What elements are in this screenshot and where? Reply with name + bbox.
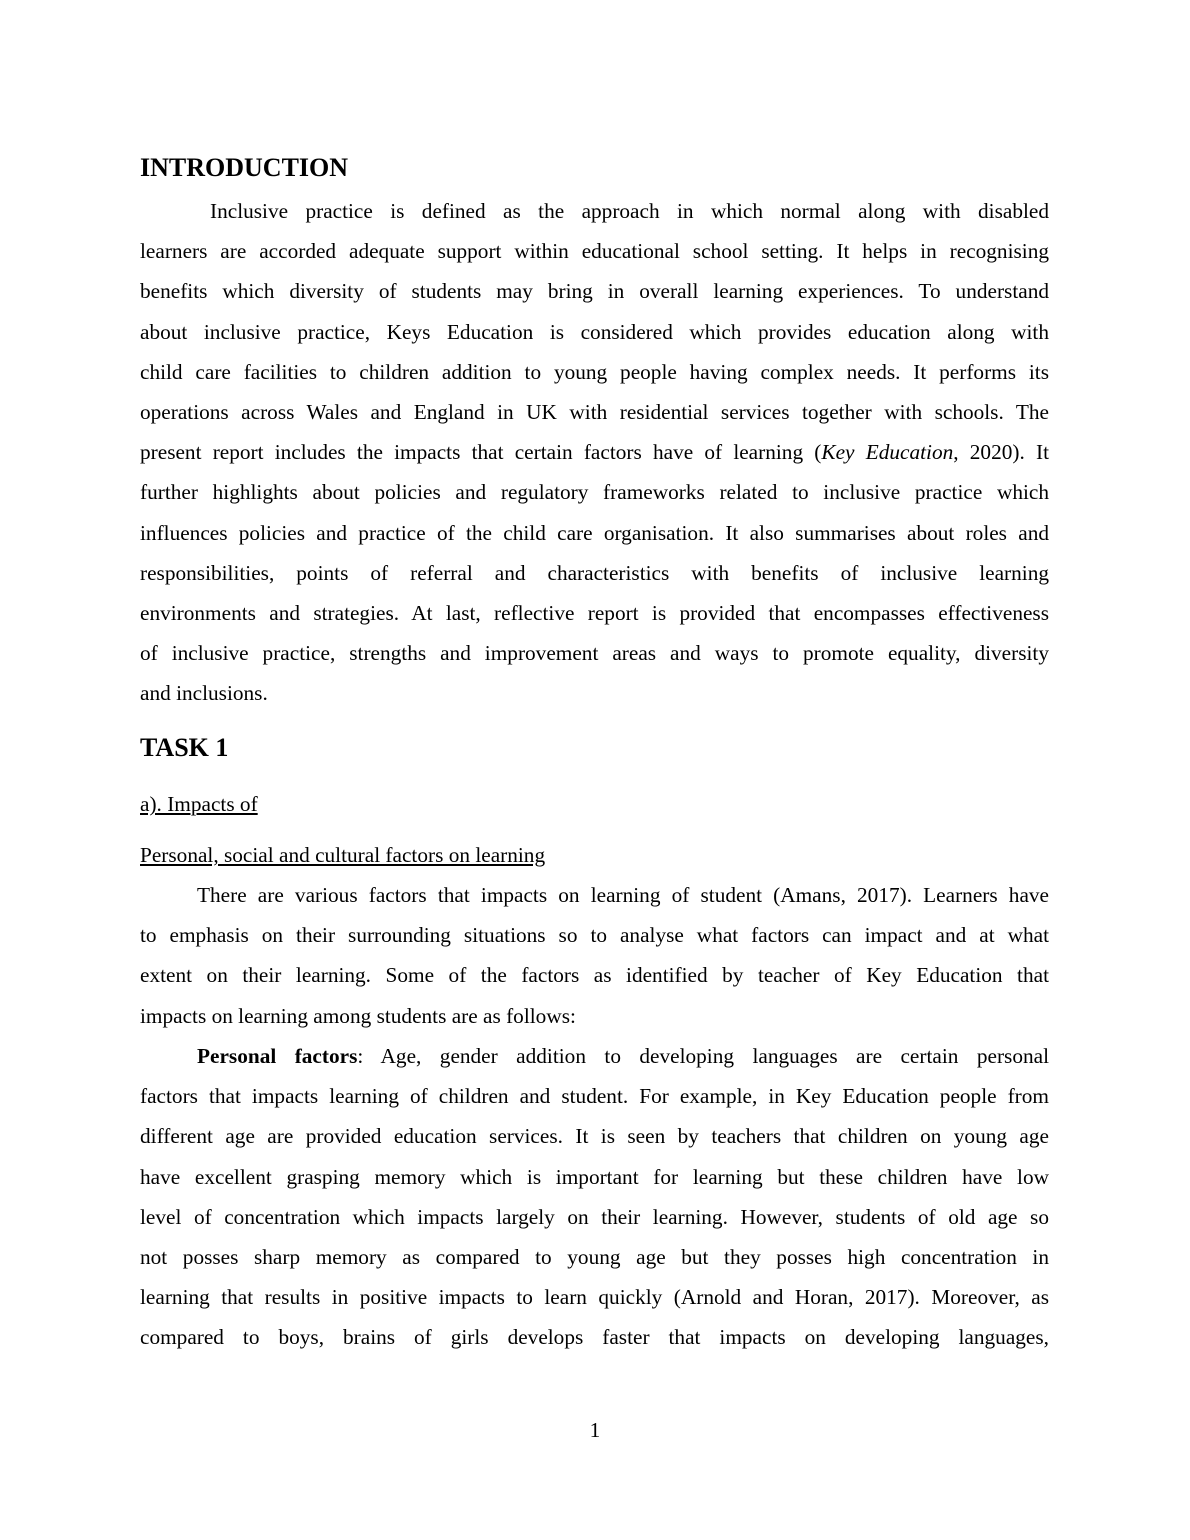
text-segment: further highlights about policies and regulatory frameworks related to inclusive practice which: [140, 480, 1049, 505]
text-line: [140, 1197, 1049, 1237]
text-line: [140, 633, 1049, 673]
bold-term: Personal factors: [197, 1044, 358, 1068]
text-segment: different age are provided education services. It is seen by teachers that children on young age: [140, 1124, 1049, 1149]
text-line: [140, 312, 1049, 352]
text-line: [140, 513, 1049, 553]
text-line: [140, 352, 1049, 392]
text-line: [140, 392, 1049, 432]
text-segment: : Age, gender addition to developing languages are certain personal: [357, 1044, 1049, 1068]
text-segment: impacts on learning among students are as follows:: [140, 1003, 576, 1028]
factors-paragraph: [140, 875, 1049, 1036]
text-line: [140, 553, 1049, 593]
citation-italic: Key Education: [821, 440, 954, 465]
text-segment: to emphasis on their surrounding situations so to analyse what factors can impact and at what: [140, 923, 1049, 948]
text-segment: environments and strategies. At last, reflective report is provided that encompasses effectiveness: [140, 600, 1049, 625]
intro-paragraph: [140, 191, 1049, 713]
task-heading: TASK 1: [140, 733, 229, 762]
subheading-factors-text: Personal, social and cultural factors on learning: [140, 843, 546, 867]
text-line: [140, 472, 1049, 512]
subheading-impacts: [140, 789, 1049, 819]
text-segment: compared to boys, brains of girls develops faster that impacts on developing languages,: [140, 1325, 1049, 1350]
text-line: [140, 673, 1049, 713]
text-segment: responsibilities, points of referral and characteristics with benefits of inclusive learning: [140, 560, 1049, 585]
text-segment: level of concentration which impacts largely on their learning. However, students of old age so: [140, 1204, 1049, 1229]
text-segment: present report includes the impacts that certain factors have of learning (: [140, 440, 822, 465]
text-line: [140, 191, 1049, 231]
text-segment: of inclusive practice, strengths and improvement areas and ways to promote equality, diversity: [140, 641, 1049, 666]
text-line: [140, 955, 1049, 995]
personal-factors-paragraph: [140, 1036, 1049, 1358]
text-line: [140, 1157, 1049, 1197]
page-number: 1: [589, 1418, 601, 1442]
intro-heading: INTRODUCTION: [140, 153, 349, 182]
subheading-impacts-text: a). Impacts of: [140, 792, 258, 816]
text-line: [140, 1317, 1049, 1357]
text-segment: child care facilities to children addition to young people having complex needs. It performs its: [140, 359, 1049, 384]
text-line: [140, 875, 1049, 915]
text-line: [140, 996, 1049, 1036]
text-line: [140, 231, 1049, 271]
text-line: [140, 1036, 1049, 1076]
text-segment: about inclusive practice, Keys Education is considered which provides education along with: [140, 319, 1049, 344]
text-line: [140, 915, 1049, 955]
text-segment: benefits which diversity of students may bring in overall learning experiences. To understand: [140, 279, 1049, 304]
text-segment: , 2020). It: [953, 440, 1049, 465]
text-line: [140, 1076, 1049, 1116]
text-segment: operations across Wales and England in UK with residential services together with schools. The: [140, 399, 1049, 424]
text-segment: Inclusive practice is defined as the approach in which normal along with disabled: [210, 199, 1049, 223]
text-segment: learning that results in positive impacts to learn quickly (Arnold and Horan, 2017). Moreover, as: [140, 1285, 1049, 1310]
text-segment: influences policies and practice of the child care organisation. It also summarises about roles and: [140, 520, 1049, 545]
text-segment: There are various factors that impacts on learning of student (Amans, 2017). Learners have: [197, 883, 1049, 907]
subheading-factors: [140, 840, 1049, 870]
text-line: [140, 1237, 1049, 1277]
text-segment: learners are accorded adequate support within educational school setting. It helps in recognising: [140, 239, 1049, 264]
text-line: [140, 271, 1049, 311]
text-segment: have excellent grasping memory which is important for learning but these children have low: [140, 1164, 1049, 1189]
text-segment: and inclusions.: [140, 681, 268, 706]
text-line: [140, 1277, 1049, 1317]
text-line: [140, 432, 1049, 472]
text-segment: extent on their learning. Some of the factors as identified by teacher of Key Education that: [140, 963, 1049, 988]
text-segment: not posses sharp memory as compared to young age but they posses high concentration in: [140, 1244, 1049, 1269]
text-line: [140, 593, 1049, 633]
text-segment: factors that impacts learning of children and student. For example, in Key Education people from: [140, 1084, 1049, 1109]
text-line: [140, 1116, 1049, 1156]
